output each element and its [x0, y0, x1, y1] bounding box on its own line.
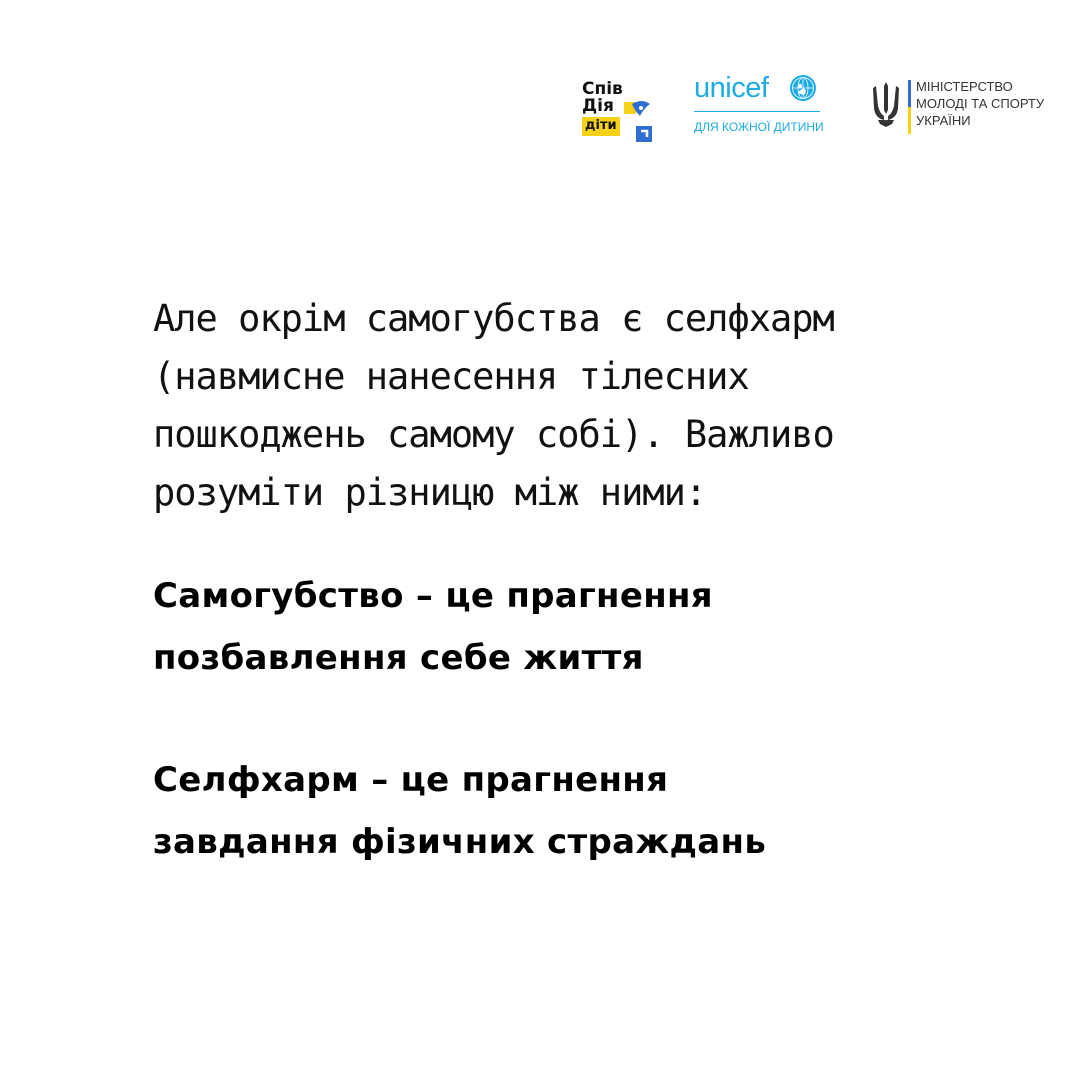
definition-line: Селфхарм – це прагнення [153, 760, 669, 800]
spivdiia-mark-icon [622, 100, 652, 144]
ministry-line3: УКРАЇНИ [916, 113, 971, 128]
definition-line: Самогубство – це прагнення [153, 576, 713, 616]
unicef-divider [694, 111, 820, 112]
spivdiia-line1: Спів [582, 79, 623, 99]
trident-icon [870, 80, 902, 128]
definition-line: позбавлення себе життя [153, 638, 644, 678]
partner-logos [582, 72, 1062, 144]
definition-line: завдання фізичних страждань [153, 822, 767, 862]
definition-selfharm [153, 749, 1013, 873]
ministry-logo [870, 76, 1062, 136]
flag-bar [908, 80, 911, 134]
unicef-tagline: ДЛЯ КОЖНОЇ ДИТИНИ [694, 120, 824, 134]
spivdiia-logo [582, 80, 652, 144]
intro-line: пошкоджень самому собі). Важливо [153, 413, 834, 456]
ministry-line1: МІНІСТЕРСТВО [916, 79, 1013, 94]
unicef-logo [694, 72, 824, 144]
spivdiia-badge: діти [582, 117, 620, 136]
intro-line: розуміти різницю між ними: [153, 471, 707, 514]
intro-line: (навмисне нанесення тілесних [153, 355, 749, 398]
ministry-line2: МОЛОДІ ТА СПОРТУ [916, 96, 1045, 111]
definition-suicide [153, 565, 1013, 689]
ministry-name [916, 78, 1044, 129]
unicef-wordmark: unicef [694, 72, 769, 104]
spivdiia-line2: Дія [582, 96, 614, 116]
intro-paragraph [153, 290, 1013, 522]
intro-line: Але окрім самогубства є селфхарм [153, 297, 834, 340]
unicef-globe-icon [788, 73, 818, 103]
